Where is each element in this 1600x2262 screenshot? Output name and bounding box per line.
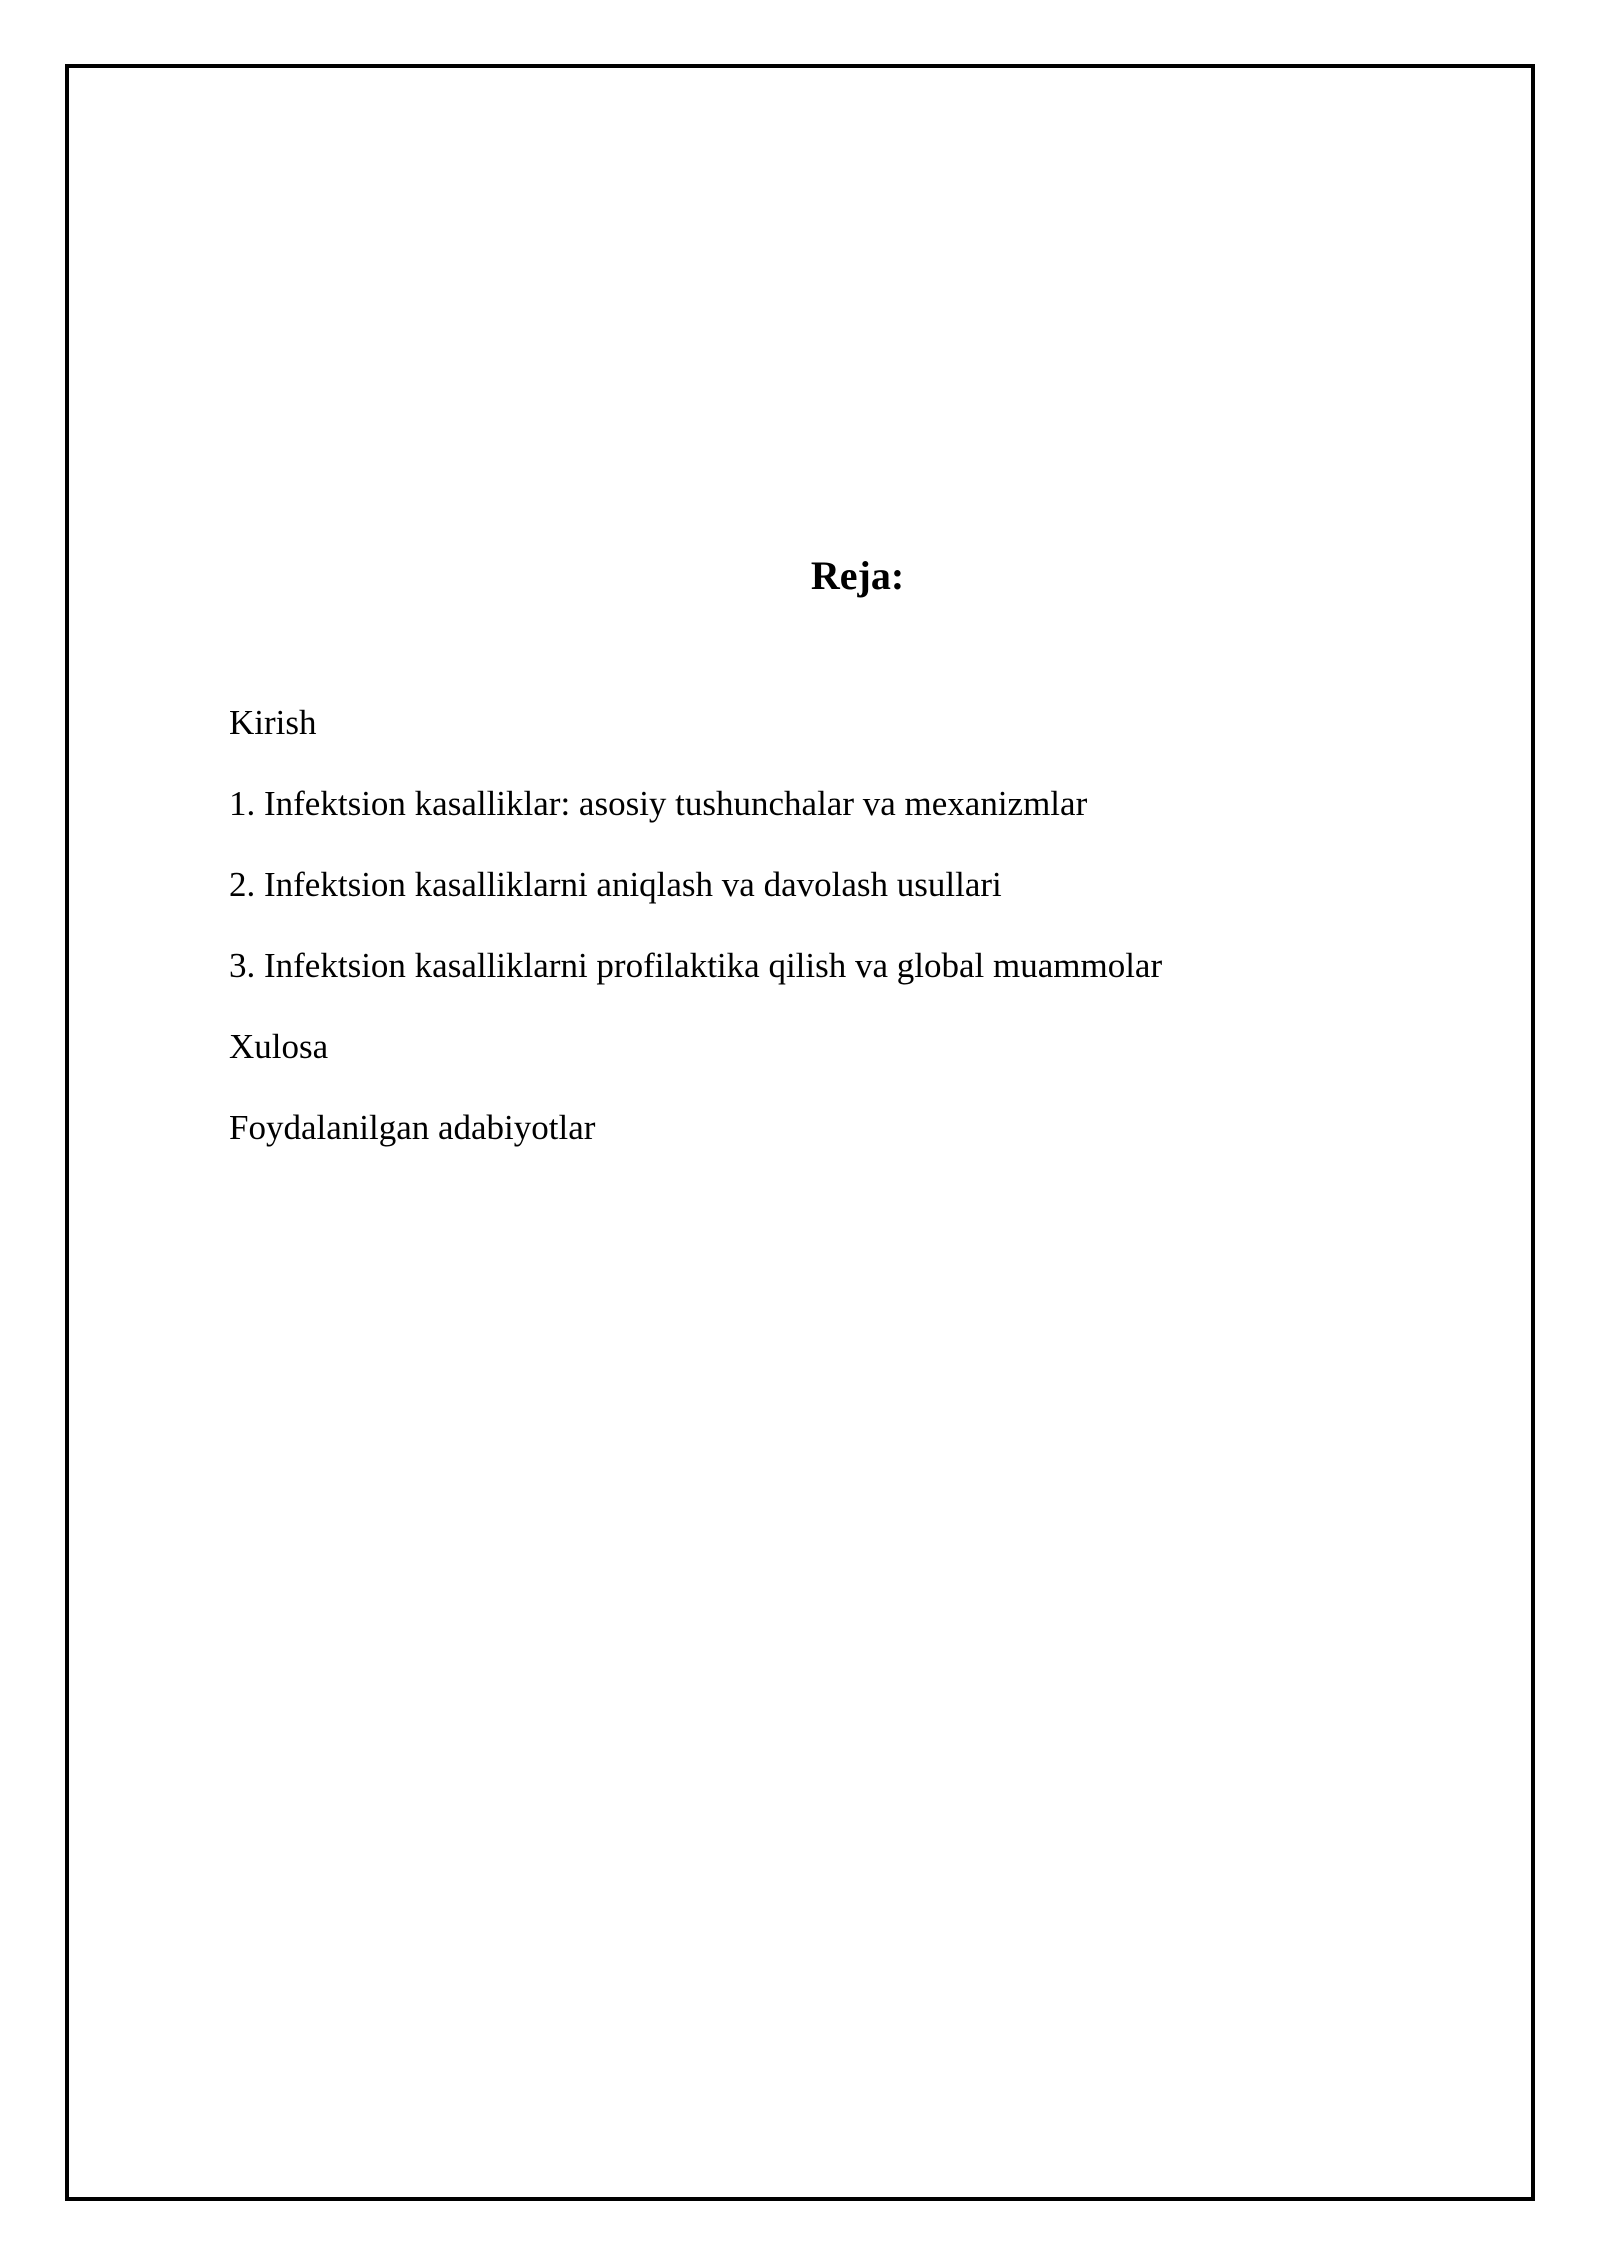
plan-item-chapter-2: 2. Infektsion kasalliklarni aniqlash va davolash usullari [229, 865, 1002, 904]
plan-item-conclusion: Xulosa [229, 1027, 329, 1066]
page-title: Reja: [810, 553, 905, 598]
plan-item-references: Foydalanilgan adabiyotlar [229, 1108, 596, 1147]
plan-item-introduction: Kirish [229, 703, 317, 742]
plan-list [229, 698, 1162, 1184]
plan-item-chapter-3: 3. Infektsion kasalliklarni profilaktika qilish va global muammolar [229, 946, 1163, 985]
plan-item-chapter-1: 1. Infektsion kasalliklar: asosiy tushunchalar va mexanizmlar [229, 784, 1088, 823]
